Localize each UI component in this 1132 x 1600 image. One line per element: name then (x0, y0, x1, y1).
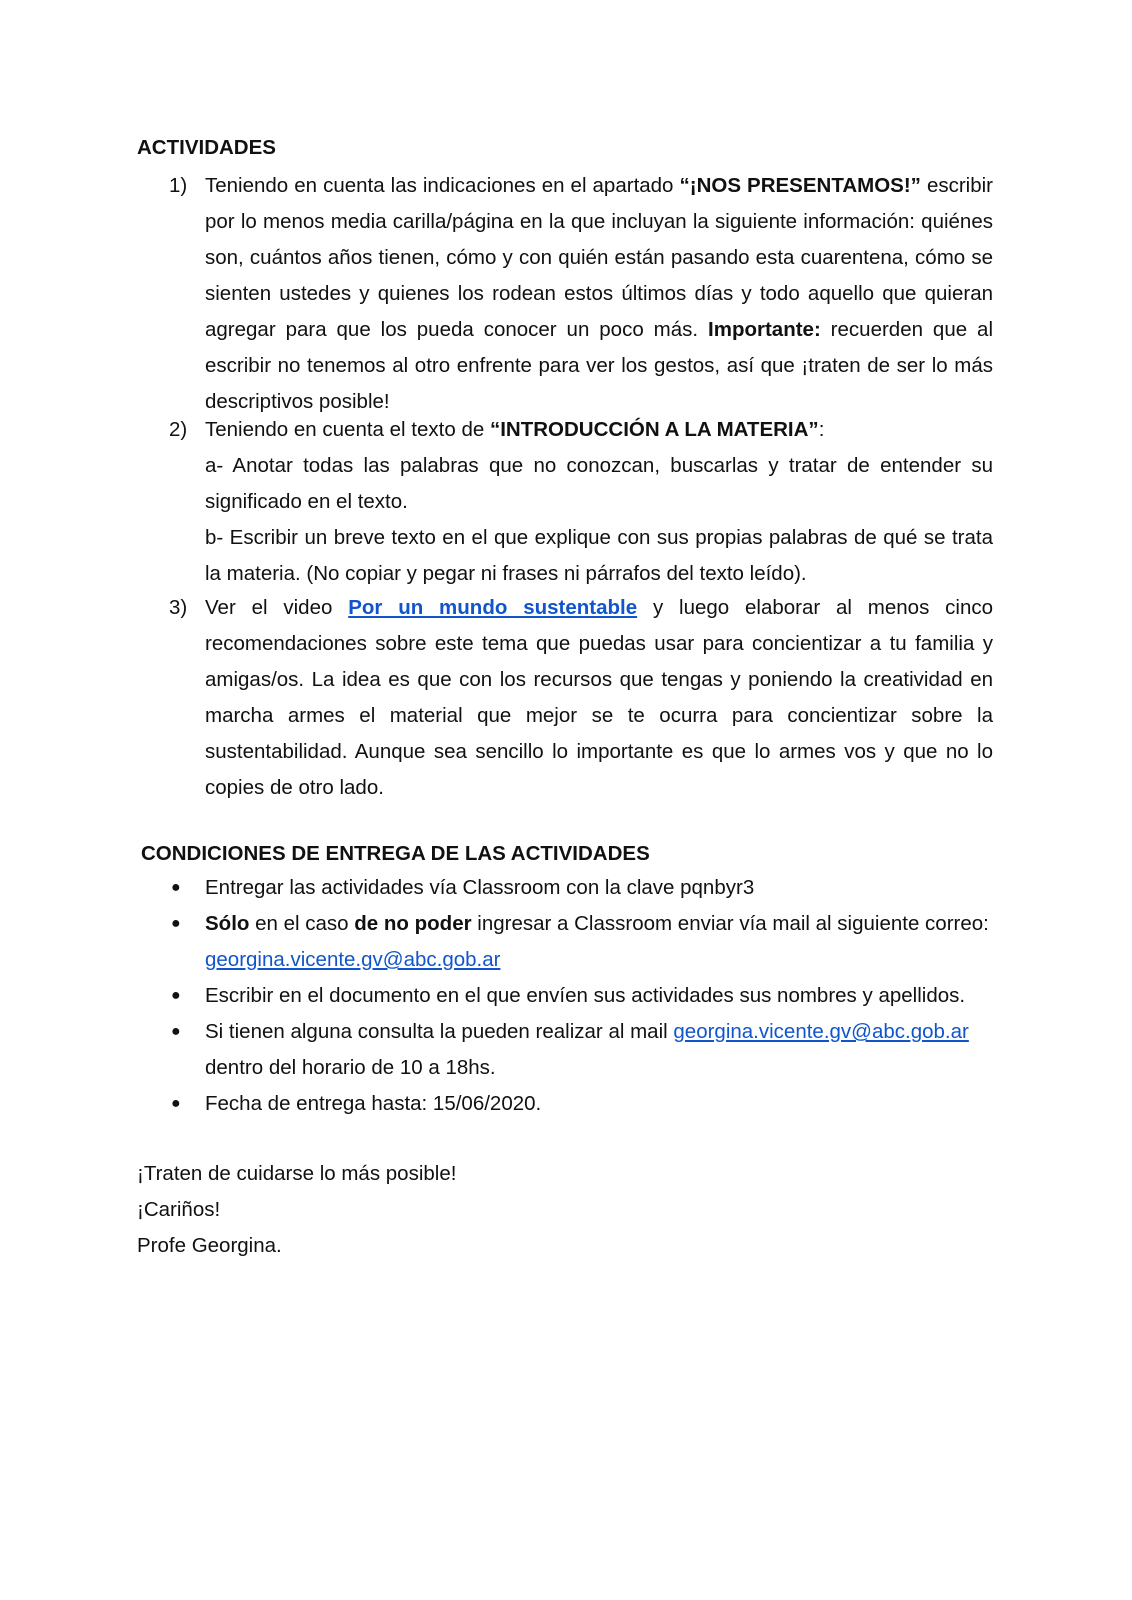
condition-text (205, 906, 993, 978)
condition-text: Escribir en el documento en el que envíen sus actividades sus nombres y apellidos. (205, 984, 966, 1007)
activities-heading: ACTIVIDADES (137, 136, 276, 159)
bullet-icon: ● (171, 1095, 181, 1112)
emphasis-text: Sólo (205, 912, 250, 935)
closing-line-2: ¡Cariños! (137, 1198, 221, 1221)
video-link[interactable]: Por un mundo sustentable (348, 596, 638, 619)
activity-text (205, 590, 993, 806)
activity-number: 3) (169, 596, 188, 619)
text-segment: Si tienen alguna consulta la pueden realizar al mail (205, 1020, 674, 1043)
emphasis-text: Importante: (708, 318, 821, 341)
bullet-icon: ● (171, 1023, 181, 1040)
activity-number: 1) (169, 174, 188, 197)
bullet-icon: ● (171, 879, 181, 896)
email-link[interactable]: georgina.vicente.gv@abc.gob.ar (673, 1020, 969, 1043)
bullet-icon: ● (171, 987, 181, 1004)
activity-text (205, 412, 993, 448)
text-segment: Teniendo en cuenta el texto de (205, 418, 490, 441)
text-segment: escribir por lo menos media carilla/página en la que incluyan la siguiente información: quiénes son, cuántos años tienen, cómo y con quién están pasando esta cuarentena, cómo se sienten ustedes y quienes los rodean estos últimos días y todo aquello que quieran agregar para que los pueda conocer un poco más. (205, 174, 994, 341)
bullet-icon: ● (171, 915, 181, 932)
signature: Profe Georgina. (137, 1234, 282, 1257)
condition-text (205, 1014, 993, 1086)
text-segment: Ver el video (205, 596, 349, 619)
text-segment: y luego elaborar al menos cinco recomendaciones sobre este tema que puedas usar para concientizar a tu familia y amigas/os. La idea es que con los recursos que tengas y poniendo la creatividad en marcha armes el material que mejor se te ocurra para concientizar sobre la sustentabilidad. Aunque sea sencillo lo importante es que lo armes vos y que no lo copies de otro lado. (205, 596, 994, 799)
activity-subitem-b: b- Escribir un breve texto en el que explique con sus propias palabras de qué se trata la materia. (No copiar y pegar ni frases ni párrafos del texto leído). (205, 526, 993, 585)
email-link[interactable]: georgina.vicente.gv@abc.gob.ar (205, 948, 501, 971)
closing-line-1: ¡Traten de cuidarse lo más posible! (137, 1162, 457, 1185)
emphasis-text: de no poder (354, 912, 472, 935)
conditions-heading: CONDICIONES DE ENTREGA DE LAS ACTIVIDADES (141, 842, 650, 865)
activity-subitem-a: a- Anotar todas las palabras que no conozcan, buscarlas y tratar de entender su significado en el texto. (205, 454, 993, 513)
text-segment: dentro del horario de 10 a 18hs. (205, 1056, 496, 1079)
emphasis-text: “INTRODUCCIÓN A LA MATERIA” (489, 418, 819, 441)
activity-number: 2) (169, 418, 188, 441)
text-segment: ingresar a Classroom enviar vía mail al siguiente correo: (471, 912, 989, 935)
condition-text: Fecha de entrega hasta: 15/06/2020. (205, 1092, 542, 1115)
condition-text: Entregar las actividades vía Classroom con la clave pqnbyr3 (205, 876, 755, 899)
activity-text (205, 168, 993, 420)
text-segment: recuerden que al escribir no tenemos al otro enfrente para ver los gestos, así que ¡traten de ser lo más descriptivos posible! (205, 318, 993, 413)
text-segment: Teniendo en cuenta las indicaciones en el apartado (205, 174, 680, 197)
text-segment: : (818, 418, 825, 441)
text-segment: en el caso (249, 912, 355, 935)
emphasis-text: “¡NOS PRESENTAMOS!” (679, 174, 921, 197)
